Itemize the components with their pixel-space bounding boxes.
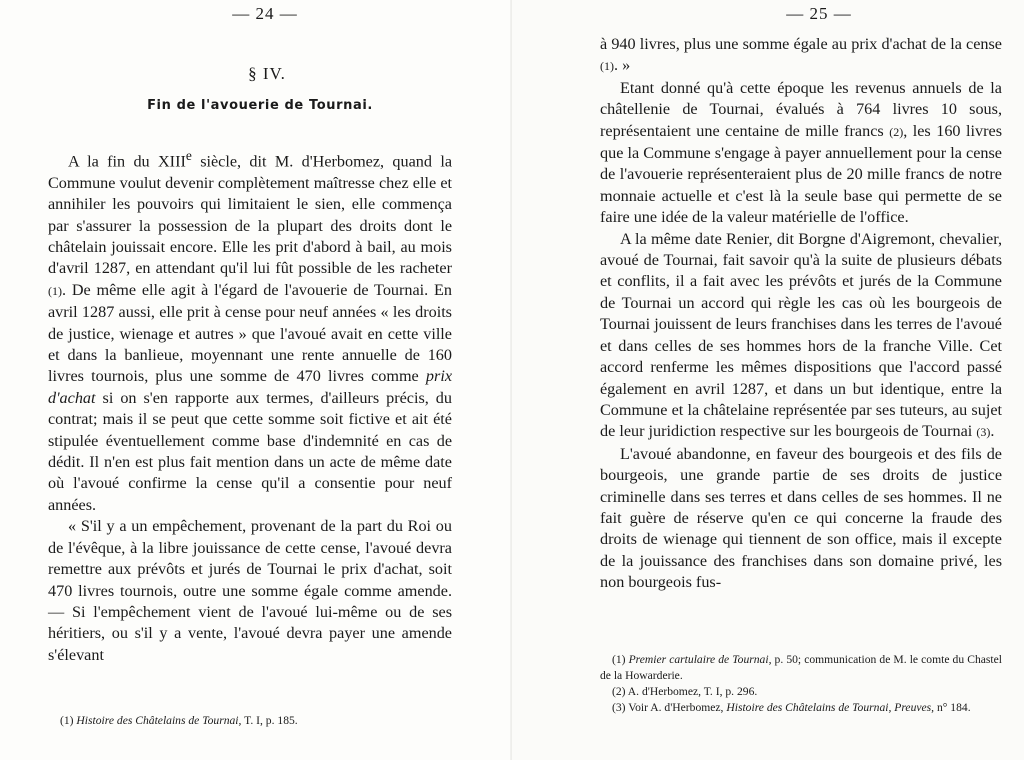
footnote <box>600 700 1002 716</box>
text-run: si on s'en rapporte aux termes, d'ailleurs précis, du contrat; mais il se peut que cette somme soit fictive et ait été stipulée éventuellement comme base d'indemnité en cas de dédit. Il n'en est plus fait mention dans un acte de même date où l'avoué confirme la cense qu'il a consentie pour neuf années. <box>48 388 452 514</box>
paragraph <box>48 516 452 666</box>
italic-text: Histoire des Châtelains de Tournai, Preuves, <box>726 701 935 714</box>
footnotes-left <box>48 713 452 729</box>
section-title: Fin de l'avouerie de Tournai. <box>147 98 373 113</box>
text-run: . » <box>614 56 631 75</box>
text-run: A la fin du XIII <box>68 152 186 171</box>
text-run: n° 184. <box>934 701 971 714</box>
paragraph <box>600 78 1002 229</box>
text-run: à 940 livres, plus une somme égale au prix d'achat de la cense <box>600 35 1002 53</box>
italic-text: prix d'achat <box>48 367 452 407</box>
page-number-right: — 25 — <box>786 4 852 23</box>
page-number-left: — 24 — <box>232 4 298 23</box>
footnote-reference: (1) <box>600 59 614 74</box>
footnote-reference: (1) <box>48 283 62 298</box>
footnote-reference: (3) <box>976 425 991 440</box>
paragraph <box>600 229 1002 444</box>
superscript: e <box>185 148 192 163</box>
footnote <box>600 652 1002 684</box>
text-run: (3) Voir A. d'Herbomez, <box>612 701 727 714</box>
italic-text: Premier cartulaire de Tournai, <box>628 653 772 666</box>
text-run: . De même elle agit à l'égard de l'avouerie de Tournai. En avril 1287 aussi, elle prit à cense pour neuf années « les droits de justice, wienage et autres » que l'avoué avait en cette ville et dans la banlieue, moyennant une rente annuelle de 160 livres tournois, plus une somme de 470 livres comme <box>48 280 452 386</box>
text-run: L'avoué abandonne, en faveur des bourgeois et des fils de bourgeois, une grande partie de ses droits de justice criminelle dans ses terres et dans celles de ses hommes. Il ne fait guère de réserve qu'en ce qui concerne la fraude des droits de wienage qui tiennent de son office, mais il excepte de la jouissance des franchises dans son domaine privé, les non bourgeois fus- <box>600 444 1002 592</box>
text-run: siècle, dit M. d'Herbomez, quand la Commune voulut devenir complètement maîtresse chez elle et annihiler les pouvoirs qui limitaient le sien, elle commença par s'assurer la possession de la plupart des droits dont le châtelain jouissait encore. Elle les prit d'abord à bail, au mois d'avril 1287, en attendant qu'il lui fût possible de les racheter <box>48 152 453 278</box>
text-run: « S'il y a un empêchement, provenant de la part du Roi ou de l'évêque, à la libre jouissance de cette cense, l'avoué devra remettre aux prévôts et jurés de Tournai le prix d'achat, soit 470 livres tournois, outre une somme égale comme amende. — Si l'empêchement vient de l'avoué lui-même ou de ses héritiers, ou s'il y a vente, l'avoué devra payer une amende s'élevant <box>48 517 452 664</box>
text-run: (1) <box>612 653 629 666</box>
footnotes-right <box>600 652 1002 716</box>
text-run: p. 50; communication de M. le comte du Chastel de la Howarderie. <box>600 653 1002 682</box>
footnote <box>600 684 1002 700</box>
text-run: T. I, p. 185. <box>241 714 298 727</box>
text-run: Etant donné qu'à cette époque les revenus annuels de la châtellenie de Tournai, évalués à 764 livres 10 sous, représentaient une centaine de mille francs <box>600 78 1002 140</box>
section-heading: § IV. <box>248 64 286 83</box>
text-run: A la même date Renier, dit Borgne d'Aigremont, chevalier, avoué de Tournai, fait savoir qu'à la suite de plusieurs débats et conflits, il a fait avec les prévôts et jurés de la Commune de Tournai un accord qui règle les cas où les bourgeois de Tournai jouissent de leurs franchises dans les terres de l'avoué et dans celles de ses hommes hors de la franche Ville. Cet accord renferme les mêmes dispositions que l'accord passé également en avril 1287, et dans un but identique, entre la Commune et la châtelaine représentée par ses tuteurs, au sujet de leur juridiction respective sur les bourgeois de Tournai <box>600 229 1002 441</box>
paragraph <box>600 444 1002 594</box>
footnote <box>48 713 452 729</box>
paragraph <box>48 145 452 516</box>
paragraph <box>600 34 1002 78</box>
right-page <box>512 0 1024 760</box>
italic-text: Histoire des Châtelains de Tournai, <box>76 714 242 727</box>
body-text-left <box>48 145 452 666</box>
body-text-right <box>600 34 1002 594</box>
text-run: . <box>990 422 995 441</box>
text-run: , les 160 livres que la Commune s'engage à payer annuellement pour la cense de l'avouerie représenteraient plus de 20 mille francs de notre monnaie actuelle et c'est là la seule base qui permette de se faire une idée de la valeur matérielle de l'office. <box>600 121 1002 227</box>
footnote-reference: (2) <box>889 124 904 139</box>
text-run: (1) <box>60 714 77 727</box>
text-run: (2) A. d'Herbomez, T. I, p. 296. <box>612 685 758 698</box>
